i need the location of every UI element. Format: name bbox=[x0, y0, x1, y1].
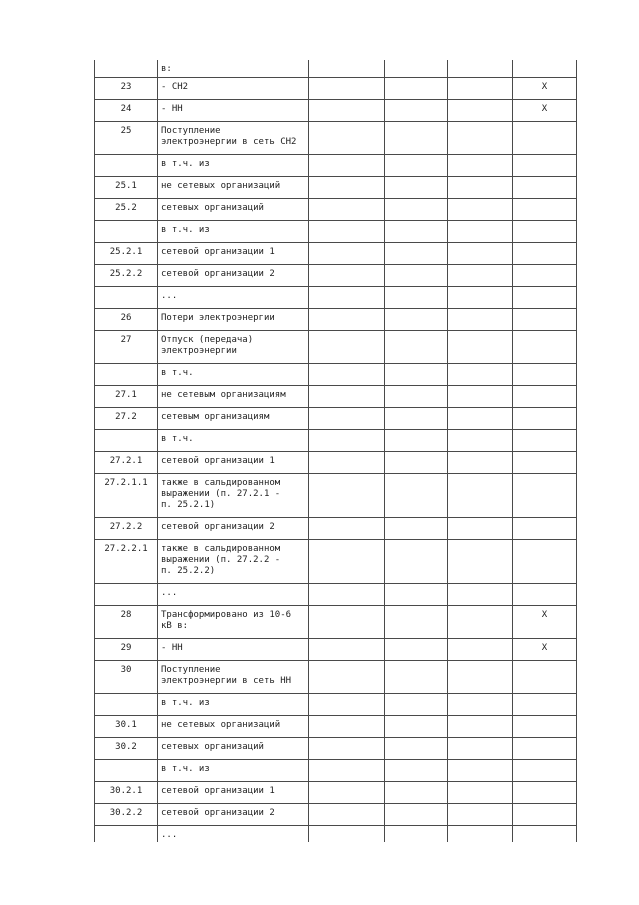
row-number: 30.2.1 bbox=[95, 781, 158, 803]
row-name: в т.ч. из bbox=[158, 220, 309, 242]
value-cell-2 bbox=[385, 605, 448, 638]
row-number: 28 bbox=[95, 605, 158, 638]
value-cell-2 bbox=[385, 286, 448, 308]
row-number: 27.2.1 bbox=[95, 451, 158, 473]
value-cell-1 bbox=[309, 99, 385, 121]
value-cell-2 bbox=[385, 539, 448, 583]
table-row bbox=[95, 286, 577, 308]
value-cell-2 bbox=[385, 737, 448, 759]
row-number: 25.1 bbox=[95, 176, 158, 198]
row-number: 27.2.2.1 bbox=[95, 539, 158, 583]
row-number: 24 bbox=[95, 99, 158, 121]
row-name: Отпуск (передача) электроэнергии bbox=[158, 330, 309, 363]
value-cell-4 bbox=[513, 176, 577, 198]
value-cell-3 bbox=[448, 429, 513, 451]
value-cell-2 bbox=[385, 638, 448, 660]
value-cell-3 bbox=[448, 154, 513, 176]
value-cell-2 bbox=[385, 803, 448, 825]
value-cell-4 bbox=[513, 60, 577, 77]
value-cell-1 bbox=[309, 363, 385, 385]
row-number: 23 bbox=[95, 77, 158, 99]
value-cell-3 bbox=[448, 308, 513, 330]
table-row bbox=[95, 759, 577, 781]
row-number: 25.2.2 bbox=[95, 264, 158, 286]
value-cell-2 bbox=[385, 473, 448, 517]
value-cell-1 bbox=[309, 737, 385, 759]
value-cell-1 bbox=[309, 242, 385, 264]
value-cell-3 bbox=[448, 539, 513, 583]
value-cell-2 bbox=[385, 385, 448, 407]
value-cell-1 bbox=[309, 308, 385, 330]
value-cell-3 bbox=[448, 198, 513, 220]
value-cell-1 bbox=[309, 825, 385, 842]
value-cell-3 bbox=[448, 715, 513, 737]
balance-table bbox=[94, 60, 577, 842]
value-cell-1 bbox=[309, 583, 385, 605]
table-row bbox=[95, 242, 577, 264]
row-number: 30.2.2 bbox=[95, 803, 158, 825]
table-row bbox=[95, 451, 577, 473]
value-cell-2 bbox=[385, 781, 448, 803]
row-number bbox=[95, 759, 158, 781]
value-cell-4 bbox=[513, 451, 577, 473]
row-name: в: bbox=[158, 60, 309, 77]
value-cell-2 bbox=[385, 77, 448, 99]
table-row bbox=[95, 308, 577, 330]
row-name: - СН2 bbox=[158, 77, 309, 99]
value-cell-1 bbox=[309, 176, 385, 198]
value-cell-2 bbox=[385, 330, 448, 363]
row-number: 27.2.2 bbox=[95, 517, 158, 539]
value-cell-2 bbox=[385, 759, 448, 781]
value-cell-4: X bbox=[513, 77, 577, 99]
value-cell-1 bbox=[309, 473, 385, 517]
value-cell-1 bbox=[309, 803, 385, 825]
row-name: сетевых организаций bbox=[158, 198, 309, 220]
value-cell-2 bbox=[385, 308, 448, 330]
value-cell-4: X bbox=[513, 99, 577, 121]
row-name: сетевой организации 2 bbox=[158, 264, 309, 286]
value-cell-4 bbox=[513, 308, 577, 330]
value-cell-4 bbox=[513, 154, 577, 176]
value-cell-4 bbox=[513, 825, 577, 842]
row-number: 30 bbox=[95, 660, 158, 693]
row-name: Поступление электроэнергии в сеть НН bbox=[158, 660, 309, 693]
row-number bbox=[95, 154, 158, 176]
table-row bbox=[95, 99, 577, 121]
value-cell-1 bbox=[309, 759, 385, 781]
table-row bbox=[95, 638, 577, 660]
row-name: сетевым организациям bbox=[158, 407, 309, 429]
value-cell-4 bbox=[513, 517, 577, 539]
row-number bbox=[95, 583, 158, 605]
value-cell-2 bbox=[385, 825, 448, 842]
value-cell-1 bbox=[309, 60, 385, 77]
value-cell-3 bbox=[448, 242, 513, 264]
value-cell-4 bbox=[513, 264, 577, 286]
value-cell-4 bbox=[513, 759, 577, 781]
row-name: не сетевых организаций bbox=[158, 715, 309, 737]
value-cell-2 bbox=[385, 363, 448, 385]
value-cell-2 bbox=[385, 154, 448, 176]
row-number bbox=[95, 825, 158, 842]
value-cell-3 bbox=[448, 759, 513, 781]
value-cell-3 bbox=[448, 638, 513, 660]
table-row bbox=[95, 385, 577, 407]
value-cell-1 bbox=[309, 286, 385, 308]
row-number bbox=[95, 429, 158, 451]
value-cell-3 bbox=[448, 803, 513, 825]
value-cell-2 bbox=[385, 121, 448, 154]
row-number bbox=[95, 220, 158, 242]
row-name: в т.ч. из bbox=[158, 693, 309, 715]
value-cell-1 bbox=[309, 660, 385, 693]
row-name: сетевой организации 1 bbox=[158, 781, 309, 803]
value-cell-4 bbox=[513, 803, 577, 825]
row-name: ... bbox=[158, 583, 309, 605]
value-cell-2 bbox=[385, 198, 448, 220]
row-number: 25.2.1 bbox=[95, 242, 158, 264]
row-name: - НН bbox=[158, 99, 309, 121]
value-cell-4 bbox=[513, 429, 577, 451]
table-row bbox=[95, 693, 577, 715]
value-cell-4 bbox=[513, 121, 577, 154]
value-cell-3 bbox=[448, 605, 513, 638]
row-number: 27.2 bbox=[95, 407, 158, 429]
value-cell-3 bbox=[448, 825, 513, 842]
value-cell-1 bbox=[309, 781, 385, 803]
row-name: сетевой организации 1 bbox=[158, 242, 309, 264]
row-number: 29 bbox=[95, 638, 158, 660]
value-cell-1 bbox=[309, 220, 385, 242]
value-cell-3 bbox=[448, 660, 513, 693]
table-row bbox=[95, 121, 577, 154]
value-cell-3 bbox=[448, 737, 513, 759]
value-cell-3 bbox=[448, 220, 513, 242]
value-cell-2 bbox=[385, 220, 448, 242]
value-cell-3 bbox=[448, 363, 513, 385]
value-cell-4 bbox=[513, 385, 577, 407]
value-cell-4 bbox=[513, 781, 577, 803]
value-cell-1 bbox=[309, 517, 385, 539]
table-row bbox=[95, 781, 577, 803]
value-cell-4 bbox=[513, 330, 577, 363]
row-number: 30.2 bbox=[95, 737, 158, 759]
table-row bbox=[95, 660, 577, 693]
row-name: - НН bbox=[158, 638, 309, 660]
value-cell-1 bbox=[309, 264, 385, 286]
value-cell-2 bbox=[385, 583, 448, 605]
row-name: Трансформировано из 10-6 кВ в: bbox=[158, 605, 309, 638]
row-number bbox=[95, 363, 158, 385]
value-cell-3 bbox=[448, 176, 513, 198]
table-row bbox=[95, 605, 577, 638]
value-cell-2 bbox=[385, 693, 448, 715]
value-cell-3 bbox=[448, 473, 513, 517]
value-cell-2 bbox=[385, 176, 448, 198]
row-number: 25 bbox=[95, 121, 158, 154]
value-cell-2 bbox=[385, 429, 448, 451]
value-cell-4 bbox=[513, 539, 577, 583]
value-cell-1 bbox=[309, 693, 385, 715]
value-cell-4 bbox=[513, 715, 577, 737]
table-row bbox=[95, 583, 577, 605]
row-name: Поступление электроэнергии в сеть СН2 bbox=[158, 121, 309, 154]
value-cell-1 bbox=[309, 330, 385, 363]
table-row bbox=[95, 220, 577, 242]
value-cell-4 bbox=[513, 693, 577, 715]
value-cell-4 bbox=[513, 407, 577, 429]
value-cell-3 bbox=[448, 407, 513, 429]
row-name: в т.ч. bbox=[158, 363, 309, 385]
value-cell-2 bbox=[385, 264, 448, 286]
table-row bbox=[95, 473, 577, 517]
row-number: 25.2 bbox=[95, 198, 158, 220]
table-row bbox=[95, 407, 577, 429]
row-name: сетевых организаций bbox=[158, 737, 309, 759]
value-cell-4 bbox=[513, 473, 577, 517]
value-cell-3 bbox=[448, 99, 513, 121]
row-number bbox=[95, 286, 158, 308]
row-name: ... bbox=[158, 825, 309, 842]
value-cell-1 bbox=[309, 539, 385, 583]
table-row bbox=[95, 330, 577, 363]
table-row bbox=[95, 517, 577, 539]
row-name: также в сальдированном выражении (п. 27.2.1 - п. 25.2.1) bbox=[158, 473, 309, 517]
value-cell-3 bbox=[448, 264, 513, 286]
row-number: 26 bbox=[95, 308, 158, 330]
value-cell-3 bbox=[448, 385, 513, 407]
table-body bbox=[95, 60, 577, 842]
row-number: 27 bbox=[95, 330, 158, 363]
table-row bbox=[95, 825, 577, 842]
row-name: также в сальдированном выражении (п. 27.2.2 - п. 25.2.2) bbox=[158, 539, 309, 583]
row-name: не сетевых организаций bbox=[158, 176, 309, 198]
value-cell-1 bbox=[309, 429, 385, 451]
row-number: 30.1 bbox=[95, 715, 158, 737]
value-cell-4 bbox=[513, 220, 577, 242]
table-row bbox=[95, 363, 577, 385]
row-name: не сетевым организациям bbox=[158, 385, 309, 407]
table-row bbox=[95, 429, 577, 451]
value-cell-3 bbox=[448, 781, 513, 803]
value-cell-3 bbox=[448, 60, 513, 77]
row-name: сетевой организации 2 bbox=[158, 517, 309, 539]
value-cell-2 bbox=[385, 715, 448, 737]
value-cell-4: X bbox=[513, 605, 577, 638]
table-row bbox=[95, 737, 577, 759]
value-cell-3 bbox=[448, 517, 513, 539]
value-cell-4 bbox=[513, 737, 577, 759]
table-row bbox=[95, 60, 577, 77]
row-name: в т.ч. bbox=[158, 429, 309, 451]
value-cell-1 bbox=[309, 154, 385, 176]
row-number: 27.2.1.1 bbox=[95, 473, 158, 517]
row-name: сетевой организации 2 bbox=[158, 803, 309, 825]
value-cell-3 bbox=[448, 330, 513, 363]
table-row bbox=[95, 715, 577, 737]
value-cell-3 bbox=[448, 451, 513, 473]
value-cell-1 bbox=[309, 121, 385, 154]
value-cell-1 bbox=[309, 385, 385, 407]
value-cell-1 bbox=[309, 407, 385, 429]
table-row bbox=[95, 198, 577, 220]
table-row bbox=[95, 77, 577, 99]
value-cell-2 bbox=[385, 99, 448, 121]
row-number bbox=[95, 693, 158, 715]
value-cell-1 bbox=[309, 605, 385, 638]
value-cell-3 bbox=[448, 77, 513, 99]
value-cell-4 bbox=[513, 583, 577, 605]
value-cell-1 bbox=[309, 715, 385, 737]
table-row bbox=[95, 803, 577, 825]
value-cell-1 bbox=[309, 451, 385, 473]
value-cell-3 bbox=[448, 583, 513, 605]
row-number bbox=[95, 60, 158, 77]
table-row bbox=[95, 154, 577, 176]
value-cell-1 bbox=[309, 638, 385, 660]
value-cell-4 bbox=[513, 363, 577, 385]
row-name: Потери электроэнергии bbox=[158, 308, 309, 330]
row-name: сетевой организации 1 bbox=[158, 451, 309, 473]
value-cell-4 bbox=[513, 198, 577, 220]
value-cell-4 bbox=[513, 286, 577, 308]
value-cell-4 bbox=[513, 242, 577, 264]
value-cell-2 bbox=[385, 660, 448, 693]
value-cell-2 bbox=[385, 407, 448, 429]
table-row bbox=[95, 539, 577, 583]
value-cell-3 bbox=[448, 121, 513, 154]
table-row bbox=[95, 176, 577, 198]
value-cell-1 bbox=[309, 77, 385, 99]
value-cell-4 bbox=[513, 660, 577, 693]
value-cell-2 bbox=[385, 60, 448, 77]
row-name: в т.ч. из bbox=[158, 154, 309, 176]
value-cell-2 bbox=[385, 451, 448, 473]
row-number: 27.1 bbox=[95, 385, 158, 407]
value-cell-1 bbox=[309, 198, 385, 220]
value-cell-3 bbox=[448, 286, 513, 308]
value-cell-3 bbox=[448, 693, 513, 715]
value-cell-2 bbox=[385, 517, 448, 539]
table-row bbox=[95, 264, 577, 286]
row-name: в т.ч. из bbox=[158, 759, 309, 781]
row-name: ... bbox=[158, 286, 309, 308]
value-cell-4: X bbox=[513, 638, 577, 660]
value-cell-2 bbox=[385, 242, 448, 264]
